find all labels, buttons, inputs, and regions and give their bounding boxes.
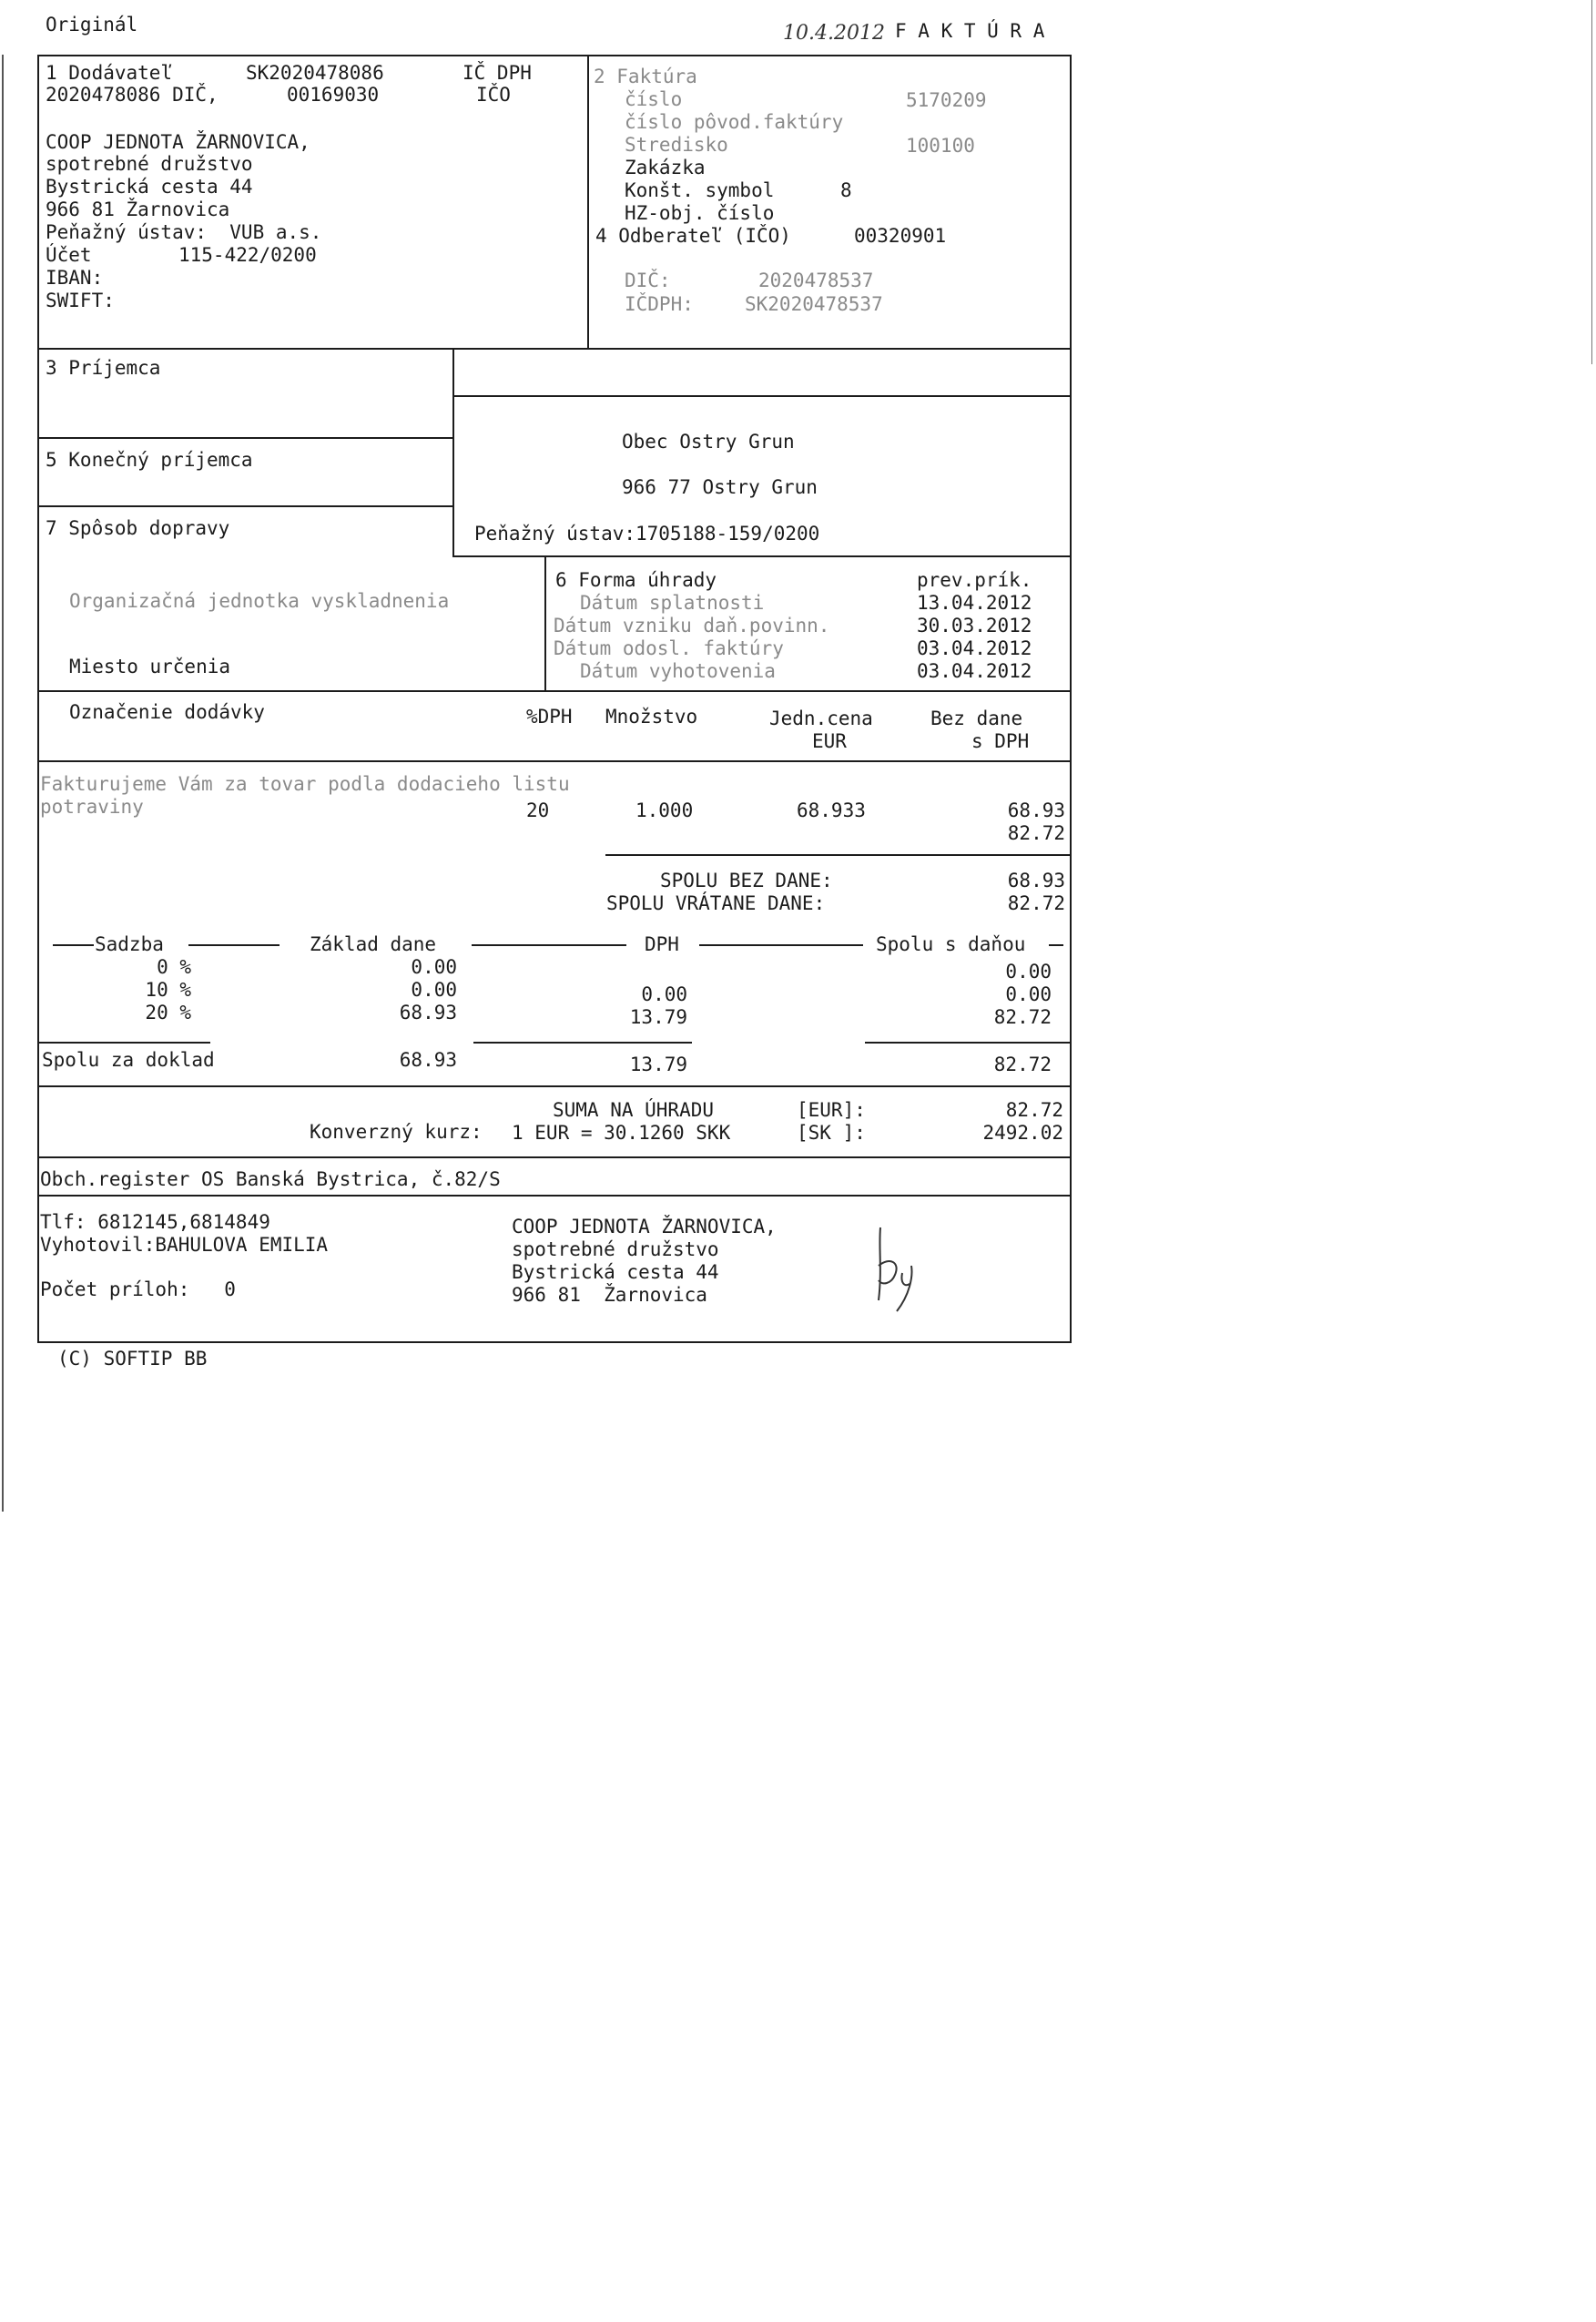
conversion-rate: 1 EUR = 30.1260 SKK bbox=[512, 1122, 731, 1144]
supplier-street: Bystrická cesta 44 bbox=[46, 176, 253, 198]
customer-icdph-label: IČDPH: bbox=[625, 293, 694, 315]
invoice-hz-label: HZ-obj. číslo bbox=[625, 202, 775, 224]
gross-header: s DPH bbox=[971, 730, 1030, 752]
sent-date-label: Dátum odosl. faktúry bbox=[554, 637, 784, 659]
invoice-orig-label: číslo pôvod.faktúry bbox=[625, 111, 844, 133]
document-title: F A K T Ú R A bbox=[895, 20, 1045, 42]
unit-price-sub-header: EUR bbox=[812, 730, 847, 752]
vat-total: 0.00 bbox=[1005, 983, 1052, 1005]
invoice-number: 5170209 bbox=[906, 89, 987, 111]
doc-total-vat: 13.79 bbox=[629, 1054, 687, 1075]
software-credit: (C) SOFTIP BB bbox=[57, 1348, 208, 1370]
handwritten-date: 10.4.2012 bbox=[783, 22, 885, 45]
sk-amount: 2492.02 bbox=[982, 1122, 1063, 1144]
due-date-label: Dátum splatnosti bbox=[580, 592, 765, 614]
customer-bank: Peňažný ústav:1705188-159/0200 bbox=[474, 523, 820, 545]
supplier-ic-dph-label: IČ DPH bbox=[463, 62, 532, 84]
attachments-count: Počet príloh: 0 bbox=[40, 1278, 236, 1300]
phone: Tlf: 6812145,6814849 bbox=[40, 1211, 270, 1233]
vat-total: 82.72 bbox=[993, 1006, 1052, 1028]
item-vat: 20 bbox=[526, 799, 550, 821]
payment-form: prev.prík. bbox=[917, 569, 1032, 591]
footer-company-street: Bystrická cesta 44 bbox=[512, 1261, 719, 1283]
org-unit-label: Organizačná jednotka vyskladnenia bbox=[69, 590, 450, 612]
invoice-order-label: Zakázka bbox=[625, 157, 706, 178]
item-name: potraviny bbox=[40, 796, 144, 818]
commercial-register: Obch.register OS Banská Bystrica, č.82/S bbox=[40, 1168, 501, 1190]
doc-total-label: Spolu za doklad bbox=[42, 1049, 215, 1071]
supplier-account-label: Účet bbox=[46, 244, 92, 266]
payment-form-label: 6 Forma úhrady bbox=[555, 569, 717, 591]
invoice-const-symbol-label: Konšt. symbol bbox=[625, 179, 775, 201]
issued-by: Vyhotovil:BAHULOVA EMILIA bbox=[40, 1234, 329, 1256]
invoice-center: 100100 bbox=[906, 135, 975, 157]
footer-company-city: 966 81 Žarnovica bbox=[512, 1284, 707, 1306]
doc-total: 82.72 bbox=[993, 1054, 1052, 1075]
supplier-iban-label: IBAN: bbox=[46, 267, 104, 289]
transport-label: 7 Spôsob dopravy bbox=[46, 517, 230, 539]
supplier-ic-dph: SK2020478086 bbox=[246, 62, 384, 84]
amount-due-label: SUMA NA ÚHRADU bbox=[553, 1099, 715, 1121]
item-gross: 82.72 bbox=[1007, 822, 1065, 844]
rate-header: Sadzba bbox=[95, 933, 164, 955]
customer-icdph: SK2020478537 bbox=[745, 293, 883, 315]
tax-date-label: Dátum vzniku daň.povinn. bbox=[554, 615, 830, 637]
vat-base: 0.00 bbox=[411, 956, 457, 978]
issued-date-label: Dátum vyhotovenia bbox=[580, 660, 776, 682]
total-sum-header: Spolu s daňou bbox=[876, 933, 1026, 955]
sk-currency: [SK ]: bbox=[797, 1122, 866, 1144]
vat-amount: 13.79 bbox=[629, 1006, 687, 1028]
invoice-center-label: Stredisko bbox=[625, 134, 728, 156]
supplier-bank: Peňažný ústav: VUB a.s. bbox=[46, 221, 322, 243]
customer-ico: 00320901 bbox=[854, 225, 947, 247]
amount-due-currency: [EUR]: bbox=[797, 1099, 866, 1121]
invoice-const-symbol: 8 bbox=[840, 179, 852, 201]
vat-total: 0.00 bbox=[1005, 961, 1052, 983]
vat-rate: 0 % bbox=[157, 956, 191, 978]
signature bbox=[869, 1220, 924, 1316]
qty-header: Množstvo bbox=[605, 706, 698, 728]
invoice-label: 2 Faktúra bbox=[594, 66, 697, 87]
items-intro: Fakturujeme Vám za tovar podla dodacieho listu bbox=[40, 773, 570, 795]
tax-date: 30.03.2012 bbox=[917, 615, 1032, 637]
destination-label: Miesto určenia bbox=[69, 656, 231, 677]
supplier-dic: 2020478086 DIČ, bbox=[46, 84, 219, 106]
supplier-ico: 00169030 bbox=[287, 84, 380, 106]
footer-company-type: spotrebné družstvo bbox=[512, 1238, 719, 1260]
due-date: 13.04.2012 bbox=[917, 592, 1032, 614]
customer-ico-label: 4 Odberateľ (IČO) bbox=[595, 225, 791, 247]
net-header: Bez dane bbox=[930, 708, 1023, 729]
customer-dic-label: DIČ: bbox=[625, 270, 671, 291]
total-net: 68.93 bbox=[1007, 870, 1065, 891]
base-header: Základ dane bbox=[310, 933, 437, 955]
vat-sum-header: DPH bbox=[645, 933, 679, 955]
total-gross-label: SPOLU VRÁTANE DANE: bbox=[606, 892, 826, 914]
total-gross: 82.72 bbox=[1007, 892, 1065, 914]
unit-price-header: Jedn.cena bbox=[769, 708, 873, 729]
designation-header: Označenie dodávky bbox=[69, 701, 265, 723]
item-qty: 1.000 bbox=[635, 799, 694, 821]
supplier-city: 966 81 Žarnovica bbox=[46, 199, 230, 220]
supplier-label: 1 Dodávateľ bbox=[46, 62, 173, 84]
total-net-label: SPOLU BEZ DANE: bbox=[660, 870, 833, 891]
vat-rate: 10 % bbox=[145, 979, 191, 1001]
vat-header: %DPH bbox=[526, 706, 573, 728]
supplier-type: spotrebné družstvo bbox=[46, 153, 253, 175]
supplier-account: 115-422/0200 bbox=[178, 244, 317, 266]
supplier-swift-label: SWIFT: bbox=[46, 290, 115, 311]
invoice-number-label: číslo bbox=[625, 88, 683, 110]
vat-amount: 0.00 bbox=[641, 983, 687, 1005]
doc-total-base: 68.93 bbox=[399, 1049, 457, 1071]
customer-name: Obec Ostry Grun bbox=[622, 431, 795, 453]
footer-company-name: COOP JEDNOTA ŽARNOVICA, bbox=[512, 1216, 777, 1237]
sent-date: 03.04.2012 bbox=[917, 637, 1032, 659]
customer-city: 966 77 Ostry Grun bbox=[622, 476, 818, 498]
item-unit-price: 68.933 bbox=[797, 799, 866, 821]
supplier-ico-label: IČO bbox=[476, 84, 511, 106]
recipient-label: 3 Príjemca bbox=[46, 357, 161, 379]
item-net: 68.93 bbox=[1007, 799, 1065, 821]
vat-base: 0.00 bbox=[411, 979, 457, 1001]
vat-base: 68.93 bbox=[399, 1002, 457, 1024]
supplier-name: COOP JEDNOTA ŽARNOVICA, bbox=[46, 131, 310, 153]
final-recipient-label: 5 Konečný príjemca bbox=[46, 449, 253, 471]
issued-date: 03.04.2012 bbox=[917, 660, 1032, 682]
amount-due: 82.72 bbox=[1005, 1099, 1063, 1121]
customer-dic: 2020478537 bbox=[758, 270, 874, 291]
original-label: Originál bbox=[46, 14, 138, 36]
vat-rate: 20 % bbox=[145, 1002, 191, 1024]
conversion-label: Konverzný kurz: bbox=[310, 1121, 483, 1143]
